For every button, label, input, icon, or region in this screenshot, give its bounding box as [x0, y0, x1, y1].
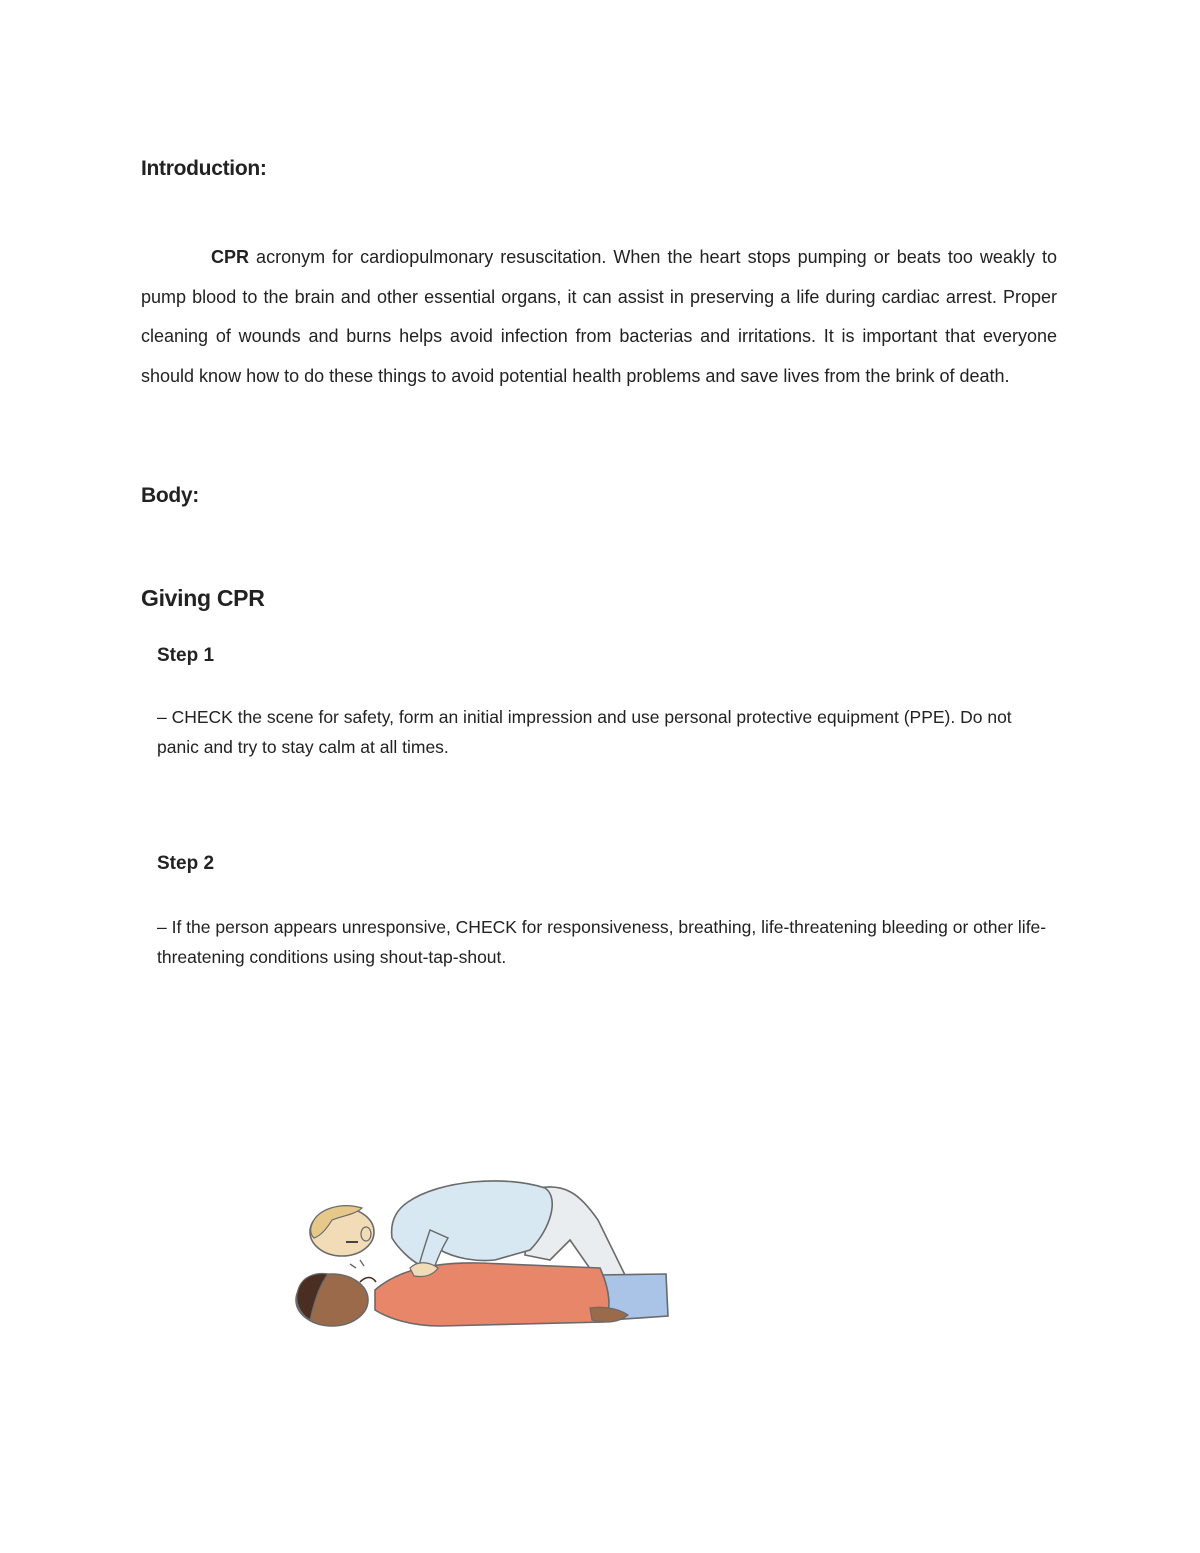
patient-face	[360, 1278, 376, 1283]
step-2-text: – If the person appears unresponsive, CHECK for responsiveness, breathing, life-threatening bleeding or other life-threatening conditions using shout-tap-shout.	[157, 917, 1047, 967]
step-2-title: Step 2	[157, 853, 215, 874]
introduction-heading: Introduction:	[141, 157, 267, 180]
rescuer-ear	[361, 1227, 371, 1241]
step-1-text: – CHECK the scene for safety, form an initial impression and use personal protective equipment (PPE). Do not panic and try to stay calm at all times.	[157, 707, 1012, 757]
cpr-illustration	[280, 1150, 700, 1370]
step-1-title: Step 1	[157, 645, 215, 666]
introduction-paragraph	[141, 238, 1057, 396]
intro-body-text: acronym for cardiopulmonary resuscitation. When the heart stops pumping or beats too weakly to pump blood to the brain and other essential organs, it can assist in preserving a life during cardiac arrest. Proper cleaning of wounds and burns helps avoid infection from bacterias and irritations. It is important that everyone should know how to do these things to avoid potential health problems and save lives from the brink of death.	[141, 247, 1057, 386]
breath-line-2	[360, 1260, 364, 1266]
intro-lead-term: CPR	[211, 247, 250, 267]
patient-shirt	[375, 1263, 609, 1326]
breath-line-1	[350, 1264, 356, 1268]
giving-cpr-heading: Giving CPR	[141, 585, 265, 611]
body-heading: Body:	[141, 484, 199, 507]
